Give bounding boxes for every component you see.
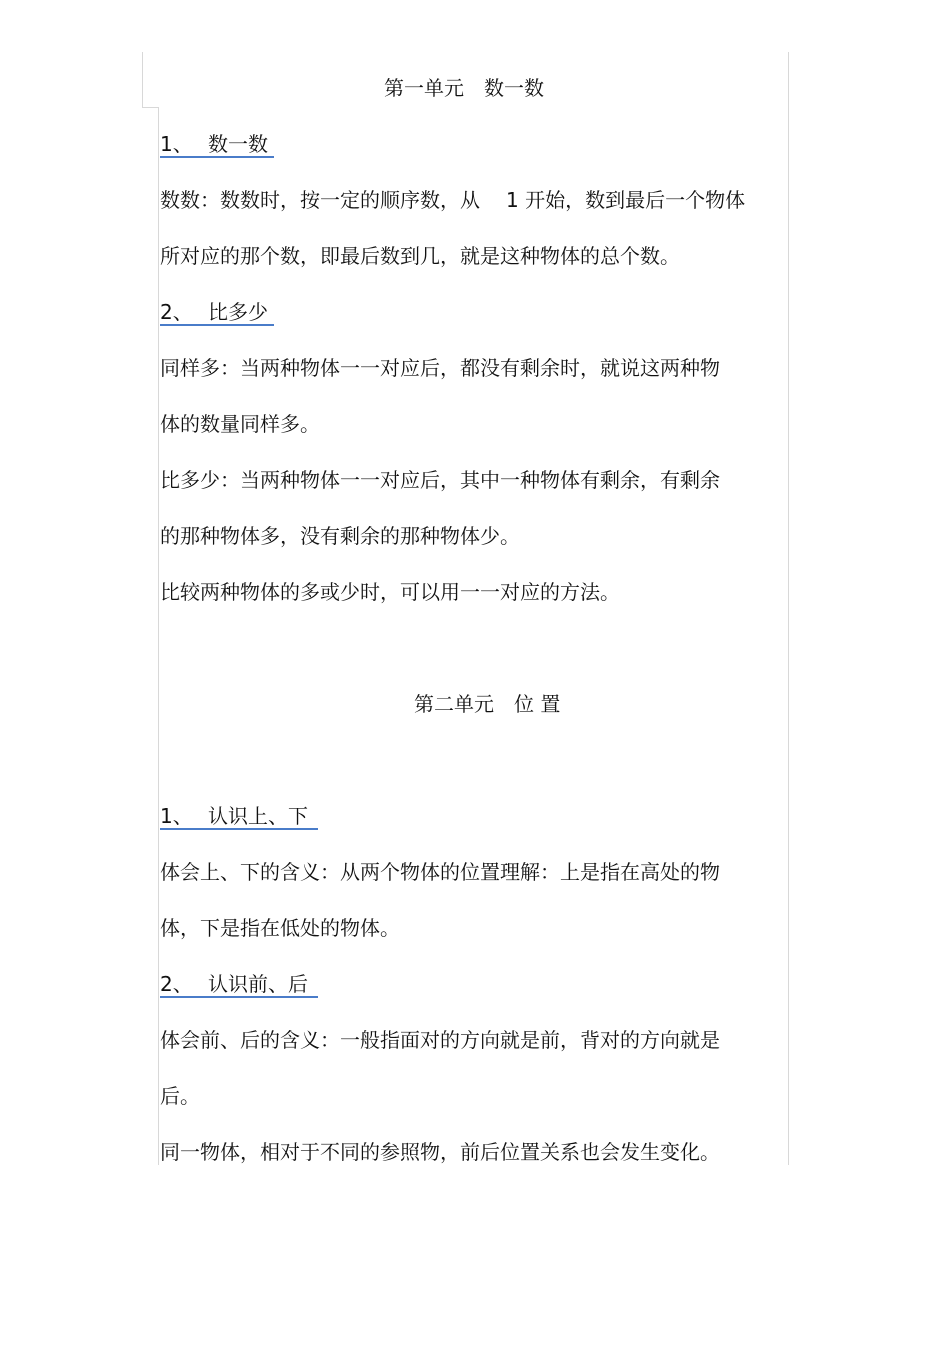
unit2-section1-number: 1、 [160, 804, 193, 828]
page-margin-rule-left [158, 107, 159, 1165]
unit1-section1-heading [160, 132, 268, 158]
unit1-section1-line2: 所对应的那个数，即最后数到几，就是这种物体的总个数。 [160, 244, 680, 268]
unit1-section1-line1-part-b: 1 开始，数到最后一个物体 [506, 188, 746, 212]
unit1-section2-line3: 比多少：当两种物体一一对应后，其中一种物体有剩余，有剩余 [160, 468, 720, 492]
unit1-section2-line4: 的那种物体多，没有剩余的那种物体少。 [160, 524, 520, 548]
unit2-section2-number: 2、 [160, 972, 193, 996]
unit2-section1-line2: 体，下是指在低处的物体。 [160, 916, 400, 940]
unit1-title: 第一单元 数一数 [384, 76, 544, 100]
page-margin-rule-left-top [142, 52, 143, 108]
unit1-section1-title: 数一数 [208, 132, 268, 156]
unit1-section1-underline [160, 156, 274, 158]
unit1-section2-title: 比多少 [208, 300, 268, 324]
unit2-section1-line1: 体会上、下的含义：从两个物体的位置理解：上是指在高处的物 [160, 860, 720, 884]
unit1-section2-underline [160, 324, 274, 326]
unit1-section1-line1-part-a: 数数：数数时，按一定的顺序数，从 [160, 188, 480, 212]
unit1-section2-heading [160, 300, 268, 326]
page-margin-corner-tick [142, 107, 159, 108]
unit2-title: 第二单元 位 置 [414, 692, 561, 716]
unit1-section2-line1: 同样多：当两种物体一一对应后，都没有剩余时，就说这两种物 [160, 356, 720, 380]
unit1-section1-line1 [160, 188, 745, 212]
unit2-section2-heading [160, 972, 308, 998]
unit2-section2-underline [160, 996, 318, 998]
unit2-section1-heading [160, 804, 308, 830]
unit2-section1-title: 认识上、下 [208, 804, 308, 828]
unit2-section2-line1: 体会前、后的含义：一般指面对的方向就是前，背对的方向就是 [160, 1028, 720, 1052]
unit2-section2-line2: 后。 [160, 1084, 200, 1108]
unit1-section2-line5: 比较两种物体的多或少时，可以用一一对应的方法。 [160, 580, 620, 604]
unit2-section2-line3: 同一物体，相对于不同的参照物，前后位置关系也会发生变化。 [160, 1140, 720, 1164]
unit2-section2-title: 认识前、后 [208, 972, 308, 996]
unit2-section1-underline [160, 828, 318, 830]
unit1-section1-number: 1、 [160, 132, 193, 156]
page-margin-rule-right [788, 52, 789, 1165]
unit1-section2-number: 2、 [160, 300, 193, 324]
unit1-section2-line2: 体的数量同样多。 [160, 412, 320, 436]
